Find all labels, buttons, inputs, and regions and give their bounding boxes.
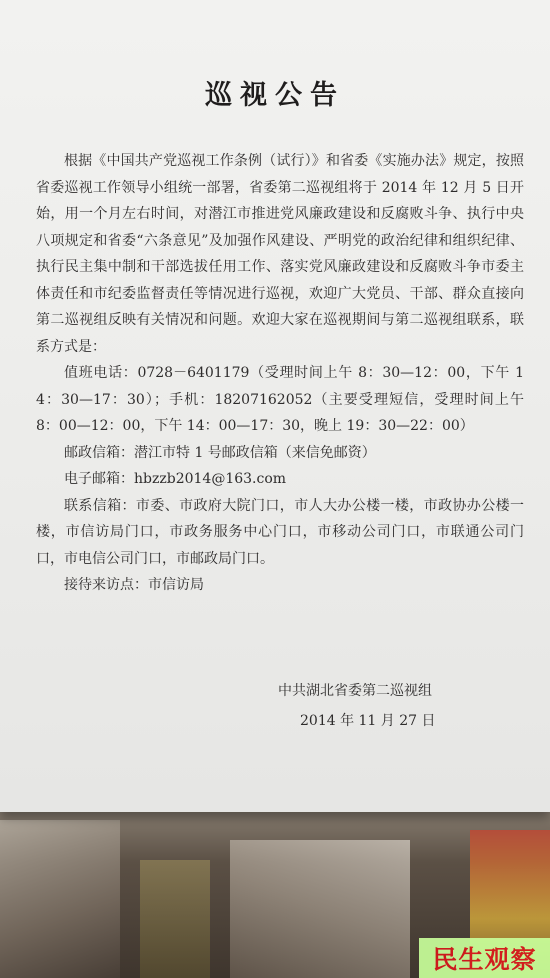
contact-post: 邮政信箱：潜江市特 1 号邮政信箱（来信免邮资） (64, 444, 376, 461)
signature-date: 2014 年 11 月 27 日 (300, 713, 436, 729)
contact-reception: 接待来访点：市信访局 (64, 577, 204, 593)
watermark-text: 民生观察 (432, 945, 537, 974)
contact-boxes: 联系信箱：市委、市政府大院门口，市人大办公楼一楼，市政协办公楼一楼，市信访局门口，市政务服务中心门口，市移动公司门口，市联通公司门口，市电信公司门口，市邮政局门口。 (36, 497, 524, 567)
signature-org: 中共湖北省委第二巡视组 (278, 683, 432, 699)
notice-signature (278, 676, 478, 736)
watermark-logo (419, 938, 550, 978)
contact-phone: 值班电话：0728－6401179（受理时间上午 8：30—12：00，下午 14：30—17：30）；手机：18207162052（主要受理短信，受理时间上午 8：00—12：00，下午 14：00—17：30，晚上 19：30—22：00） (36, 365, 524, 434)
background-object (140, 860, 210, 978)
notice-paragraph: 根据《中国共产党巡视工作条例（试行）》和省委《实施办法》规定，按照省委巡视工作领导小组统一部署，省委第二巡视组将于 2014 年 12 月 5 日开始，用一个月左右时间，对潜江市推进党风廉政建设和反腐败斗争、执行中央八项规定和省委“六条意见”及加强作风建设、严明党的政治纪律和组织纪律、执行民主集中制和干部选拔任用工作、落实党风廉政建设和反腐败斗争市委主体责任和市纪委监督责任等情况进行巡视，欢迎广大党员、干部、群众直接向第二巡视组反映有关情况和问题。欢迎大家在巡视期间与第二巡视组联系，联系方式是： (36, 153, 524, 355)
contact-email: 电子邮箱：hbzzb2014@163.com (64, 471, 287, 487)
background-glass-left (0, 820, 120, 978)
notice-body (36, 148, 524, 599)
notice-title: 巡视公告 (205, 80, 345, 111)
background-box (230, 840, 410, 978)
